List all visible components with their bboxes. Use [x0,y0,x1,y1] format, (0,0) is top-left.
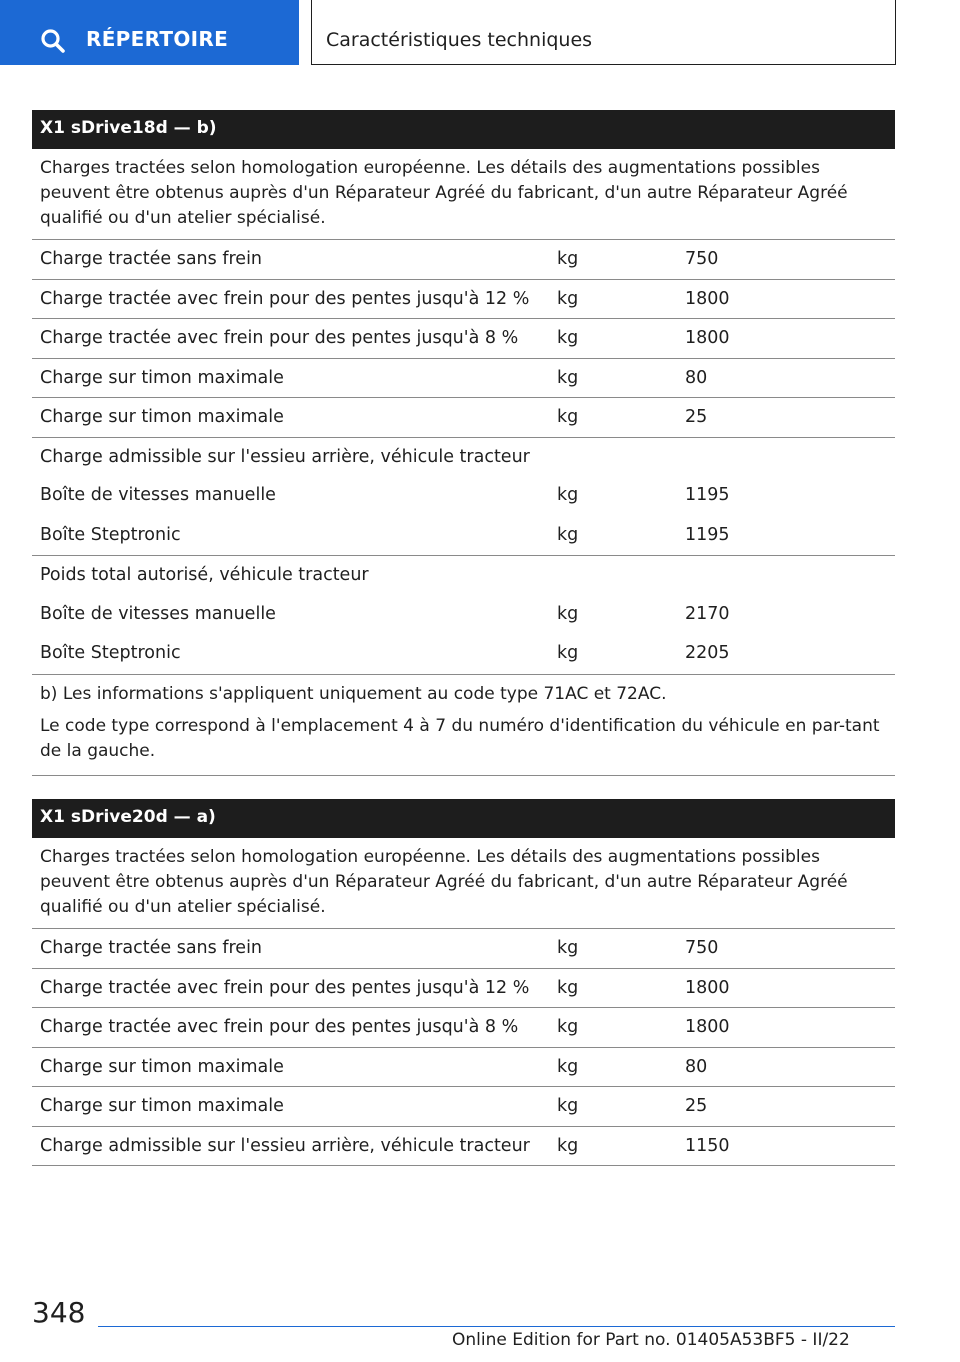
row-unit: kg [557,643,579,663]
row-value: 25 [685,407,708,427]
section-notes [32,674,895,776]
table-row [32,279,895,319]
table-row [32,239,895,279]
table-row [32,634,895,674]
row-label: Boîte Steptronic [40,643,181,663]
table-row-subheading [32,555,895,595]
row-label: Charge tractée sans frein [40,249,263,269]
table-row [32,928,895,968]
row-label: Charge sur timon maximale [40,367,284,388]
row-value: 1150 [685,1135,730,1156]
row-value: 1195 [685,524,730,545]
row-label: Charge tractée avec frein pour des pentes jusqu'à 8 % [40,1017,519,1037]
row-value: 2170 [685,603,730,624]
row-value: 2205 [685,643,730,663]
table-row [32,595,895,635]
section-title-tab[interactable] [311,0,896,65]
table-row [32,516,895,556]
section-title: Caractéristiques techniques [326,29,593,51]
table-row [32,476,895,516]
row-unit: kg [557,603,579,624]
row-unit: kg [557,1017,579,1037]
row-value: 80 [685,1056,708,1077]
table-row-subheading [32,437,895,477]
row-label: Charge sur timon maximale [40,1056,284,1077]
top-bar [0,0,960,66]
table-row [32,358,895,398]
row-unit: kg [557,328,579,348]
row-label: Boîte de vitesses manuelle [40,603,276,624]
row-unit: kg [557,524,579,545]
footnote: Le code type correspond à l'emplacement 4 à 7 du numéro d'identification du véhicule en par-tant de la gauche. [40,715,880,761]
row-label: Charge admissible sur l'essieu arrière, véhicule tracteur [40,1135,530,1156]
row-label: Boîte Steptronic [40,524,181,545]
repertoire-label: RÉPERTOIRE [86,27,229,51]
row-value: 1800 [685,328,730,348]
table-row [32,1047,895,1087]
table-row [32,1126,895,1166]
section-sdrive18d [32,110,895,776]
row-label: Charge tractée sans frein [40,938,263,958]
footer-rule [98,1326,895,1327]
row-label: Poids total autorisé, véhicule tracteur [40,565,369,585]
row-unit: kg [557,1096,579,1116]
row-unit: kg [557,367,579,388]
repertoire-button[interactable] [0,0,299,65]
row-value: 25 [685,1096,708,1116]
row-unit: kg [557,485,579,505]
row-label: Boîte de vitesses manuelle [40,485,276,505]
row-label: Charge sur timon maximale [40,1096,284,1116]
row-value: 1800 [685,1017,730,1037]
row-value: 1800 [685,977,730,998]
row-label: Charge tractée avec frein pour des pentes jusqu'à 12 % [40,288,530,309]
row-unit: kg [557,938,579,958]
footer-edition: Online Edition for Part no. 01405A53BF5 - II/22 [452,1330,850,1350]
row-value: 1195 [685,485,730,505]
section-intro: Charges tractées selon homologation européenne. Les détails des augmentations possibles peuvent être obtenus auprès d'un Réparateur Agréé du fabricant, d'un autre Réparateur Agréé qualifié ou d'un atelier spécialisé. [40,158,848,228]
section-sdrive20d [32,799,895,1166]
row-unit: kg [557,977,579,998]
row-value: 750 [685,938,719,958]
table-bottom-rule [32,1165,895,1166]
row-unit: kg [557,1135,579,1156]
row-label: Charge sur timon maximale [40,407,284,427]
row-label: Charge tractée avec frein pour des pentes jusqu'à 8 % [40,328,519,348]
table-row [32,397,895,437]
table-row [32,1007,895,1047]
row-value: 80 [685,367,708,388]
row-unit: kg [557,407,579,427]
table-row [32,318,895,358]
table-row [32,968,895,1008]
table-row [32,1086,895,1126]
footnote: b) Les informations s'appliquent uniquement au code type 71AC et 72AC. [40,683,667,704]
search-icon [40,28,66,54]
section-heading: X1 sDrive18d — b) [32,110,895,149]
row-label: Charge admissible sur l'essieu arrière, véhicule tracteur [40,446,530,467]
row-value: 1800 [685,288,730,309]
row-label: Charge tractée avec frein pour des pentes jusqu'à 12 % [40,977,530,998]
row-value: 750 [685,249,719,269]
row-unit: kg [557,288,579,309]
section-intro: Charges tractées selon homologation européenne. Les détails des augmentations possibles peuvent être obtenus auprès d'un Réparateur Agréé du fabricant, d'un autre Réparateur Agréé qualifié ou d'un atelier spécialisé. [40,847,848,917]
row-unit: kg [557,249,579,269]
page-number: 348 [32,1296,86,1329]
section-heading: X1 sDrive20d — a) [32,799,895,838]
row-unit: kg [557,1056,579,1077]
